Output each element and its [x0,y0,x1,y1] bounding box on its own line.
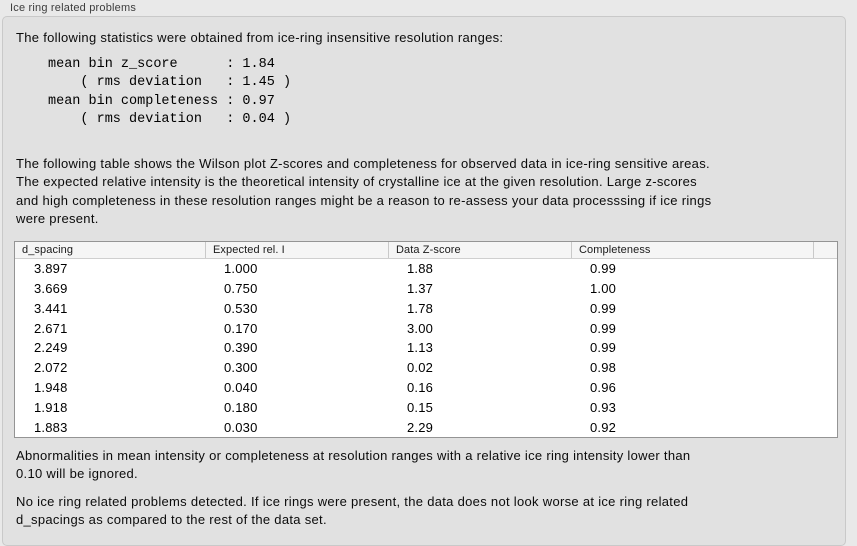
cell-d-spacing: 2.249 [34,340,68,356]
cell-data-z-score: 0.16 [407,379,434,395]
cell-completeness: 0.92 [590,419,617,435]
cell-data-z-score: 1.13 [407,340,434,356]
stats-block [48,56,291,129]
table-row[interactable] [15,259,837,279]
footnote-line: 0.10 will be ignored. [16,466,138,482]
column-header-expected-rel-i[interactable]: Expected rel. I [205,242,388,258]
cell-completeness: 0.99 [590,261,617,277]
cell-expected-rel-i: 0.170 [224,320,258,336]
table-row[interactable] [15,378,837,398]
table-row[interactable] [15,318,837,338]
table-row[interactable] [15,299,837,319]
table-row[interactable] [15,417,837,437]
ice-ring-table [14,241,838,438]
column-header-d-spacing[interactable]: d_spacing [22,244,74,256]
cell-data-z-score: 1.37 [407,281,434,297]
description-line: The expected relative intensity is the theoretical intensity of crystalline ice at the given resolution. Large z-scores [16,174,697,190]
cell-d-spacing: 3.669 [34,281,68,297]
table-header [15,242,837,259]
cell-d-spacing: 1.948 [34,379,68,395]
cell-completeness: 0.96 [590,379,617,395]
cell-d-spacing: 1.918 [34,399,68,415]
intro-text: The following statistics were obtained from ice-ring insensitive resolution ranges: [16,30,504,45]
table-row[interactable] [15,338,837,358]
cell-d-spacing: 2.072 [34,360,68,376]
cell-expected-rel-i: 0.530 [224,300,258,316]
table-row[interactable] [15,397,837,417]
cell-completeness: 0.99 [590,300,617,316]
conclusion-text [16,493,688,530]
cell-expected-rel-i: 0.390 [224,340,258,356]
conclusion-line: d_spacings as compared to the rest of the data set. [16,512,327,528]
footnote-text [16,447,690,484]
cell-data-z-score: 1.88 [407,261,434,277]
description-line: and high completeness in these resolution ranges might be a reason to re-assess your data processsing if ice rings [16,192,712,208]
footnote-line: Abnormalities in mean intensity or completeness at resolution ranges with a relative ice ring intensity lower than [16,448,691,463]
cell-completeness: 0.93 [590,399,617,415]
cell-d-spacing: 2.671 [34,320,68,336]
cell-data-z-score: 0.15 [407,399,434,415]
cell-d-spacing: 3.897 [34,261,68,277]
table-row[interactable] [15,279,837,299]
cell-expected-rel-i: 0.300 [224,360,258,376]
cell-data-z-score: 3.00 [407,320,434,336]
cell-d-spacing: 1.883 [34,419,68,435]
column-header-completeness[interactable]: Completeness [571,242,813,258]
table-row[interactable] [15,358,837,378]
cell-completeness: 0.99 [590,340,617,356]
stats-line: ( rms deviation : 0.04 ) [48,111,292,127]
stats-line: mean bin z_score : 1.84 [48,57,275,72]
cell-completeness: 0.99 [590,320,617,336]
column-header-data-z-score[interactable]: Data Z-score [388,242,571,258]
description-line: were present. [16,211,99,227]
column-header-empty [813,242,837,258]
groupbox-title: Ice ring related problems [10,2,137,14]
cell-completeness: 1.00 [590,281,617,297]
cell-data-z-score: 1.78 [407,300,434,316]
cell-d-spacing: 3.441 [34,300,68,316]
cell-expected-rel-i: 0.030 [224,419,258,435]
conclusion-line: No ice ring related problems detected. If ice rings were present, the data does not look worse at ice ring related [16,494,689,509]
cell-expected-rel-i: 0.750 [224,281,258,297]
cell-expected-rel-i: 0.040 [224,379,258,395]
cell-expected-rel-i: 1.000 [224,261,258,277]
stats-line: ( rms deviation : 1.45 ) [48,75,292,91]
stats-line: mean bin completeness : 0.97 [48,93,275,109]
cell-expected-rel-i: 0.180 [224,399,258,415]
cell-data-z-score: 2.29 [407,419,434,435]
description-text [16,155,711,229]
table-body [15,259,837,437]
cell-data-z-score: 0.02 [407,360,434,376]
description-line: The following table shows the Wilson plot Z-scores and completeness for observed data in ice-ring sensitive areas. [16,156,710,171]
cell-completeness: 0.98 [590,360,617,376]
